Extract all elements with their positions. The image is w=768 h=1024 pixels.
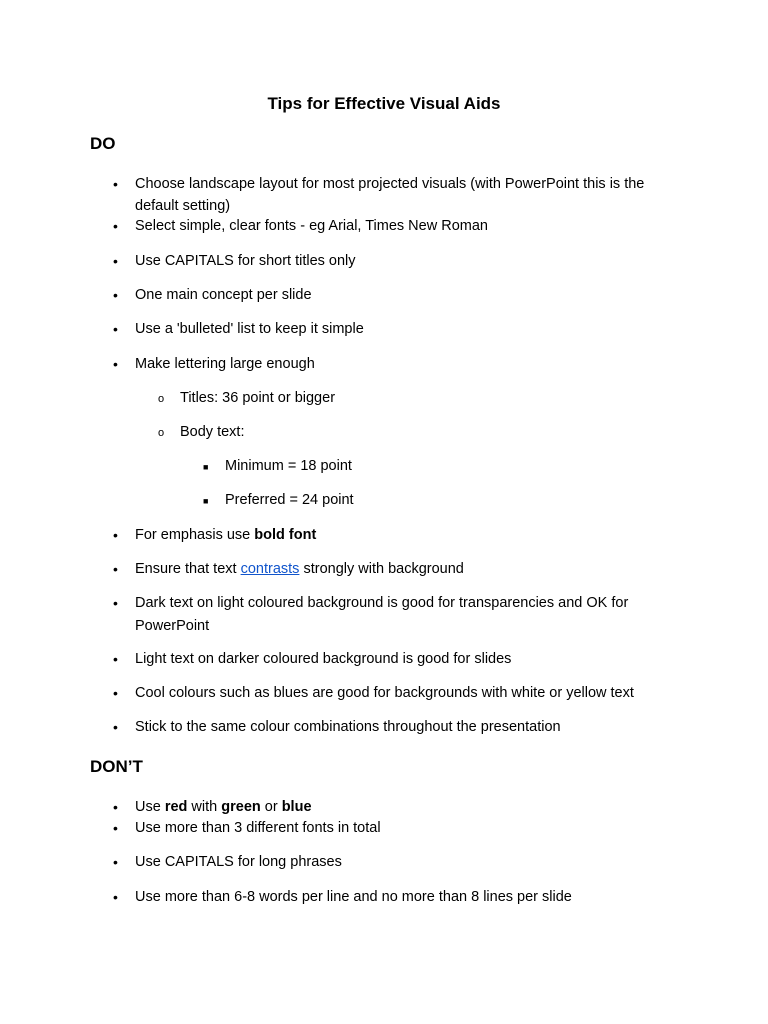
bullet-disc-icon: • xyxy=(113,321,118,337)
list-item: Use CAPITALS for long phrases xyxy=(135,854,342,870)
bullet-disc-icon: • xyxy=(113,595,118,611)
list-item: Use CAPITALS for short titles only xyxy=(135,253,356,269)
bullet-disc-icon: • xyxy=(113,218,118,234)
bullet-disc-icon: • xyxy=(113,820,118,836)
list-item: One main concept per slide xyxy=(135,287,312,303)
bold-blue: blue xyxy=(281,799,312,815)
bullet-disc-icon: • xyxy=(113,287,118,303)
list-item: Make lettering large enough xyxy=(135,356,315,372)
list-item xyxy=(135,524,316,546)
contrasts-link[interactable]: contrasts xyxy=(240,561,300,577)
list-item: Use more than 6-8 words per line and no more than 8 lines per slide xyxy=(135,889,572,905)
sub-list-item: Titles: 36 point or bigger xyxy=(180,390,336,406)
list-item: Choose landscape layout for most projected visuals (with PowerPoint this is the xyxy=(135,176,645,192)
bullet-disc-icon: • xyxy=(113,356,118,372)
list-item: Dark text on light coloured background is good for transparencies and OK for xyxy=(135,595,629,611)
list-item: Stick to the same colour combinations throughout the presentation xyxy=(135,719,561,735)
bullet-circle-icon: o xyxy=(158,393,165,405)
list-item: Use more than 3 different fonts in total xyxy=(135,820,381,836)
page-title: Tips for Effective Visual Aids xyxy=(267,94,501,113)
list-item-continuation: default setting) xyxy=(135,198,231,214)
bullet-disc-icon: • xyxy=(113,651,118,667)
list-item: Cool colours such as blues are good for backgrounds with white or yellow text xyxy=(135,685,634,701)
do-heading: DO xyxy=(90,134,116,153)
list-item-text: or xyxy=(260,799,282,815)
bullet-square-icon: ■ xyxy=(203,496,209,506)
list-item: Select simple, clear fonts - eg Arial, Times New Roman xyxy=(135,218,488,234)
bullet-disc-icon: • xyxy=(113,561,118,577)
list-item-text: Use xyxy=(135,799,165,815)
sub-sub-list-item: Minimum = 18 point xyxy=(225,458,352,474)
list-item-continuation: PowerPoint xyxy=(135,618,210,634)
bold-text: bold font xyxy=(254,527,317,543)
list-item-text: For emphasis use xyxy=(135,527,255,543)
bold-red: red xyxy=(164,799,188,815)
bullet-disc-icon: • xyxy=(113,719,118,735)
bullet-disc-icon: • xyxy=(113,854,118,870)
list-item: Use a 'bulleted' list to keep it simple xyxy=(135,321,364,337)
bullet-disc-icon: • xyxy=(113,799,118,815)
list-item-text: strongly with background xyxy=(299,561,464,577)
bullet-disc-icon: • xyxy=(113,253,118,269)
bullet-disc-icon: • xyxy=(113,527,118,543)
bullet-disc-icon: • xyxy=(113,685,118,701)
list-item-text: Ensure that text xyxy=(135,561,241,577)
bullet-square-icon: ■ xyxy=(203,462,209,472)
list-item xyxy=(135,796,312,818)
list-item-text: with xyxy=(187,799,222,815)
bullet-disc-icon: • xyxy=(113,889,118,905)
bullet-disc-icon: • xyxy=(113,176,118,192)
list-item: Light text on darker coloured background is good for slides xyxy=(135,651,512,667)
list-item xyxy=(135,558,464,580)
bullet-circle-icon: o xyxy=(158,427,165,439)
sub-list-item: Body text: xyxy=(180,424,245,440)
sub-sub-list-item: Preferred = 24 point xyxy=(225,492,354,508)
dont-heading: DON’T xyxy=(90,757,143,776)
bold-green: green xyxy=(221,799,261,815)
